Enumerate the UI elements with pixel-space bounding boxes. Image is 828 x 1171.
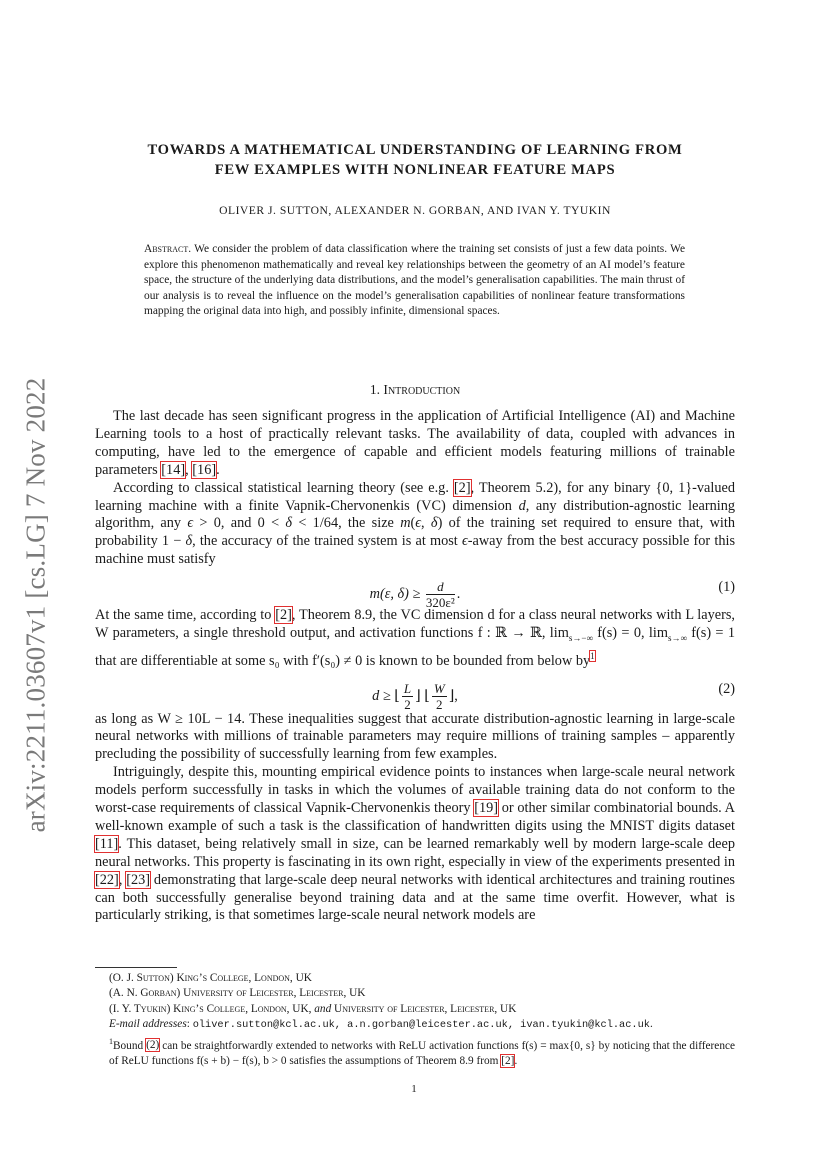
footnote-link[interactable]: 1 xyxy=(590,650,595,661)
citation-link[interactable]: [2] xyxy=(275,607,292,624)
paragraph-5: Intriguingly, despite this, mounting empirical evidence points to instances when large-scale neural network models perform successfully in tasks in which the volumes of available training data do not conform to the worst-case requirements of classical Vapnik-Chervonenkis theory [19] or other similar combinatorial bounds. A well-known example of such a task is the classification of handwritten digits using the MNIST digits dataset [11]. This dataset, being relatively small in size, can be learned remarkably well by modern large-scale deep neural networks. This property is fascinating in its own right, especially in view of the experiments presented in [22], [23] demonstrating that large-scale deep neural networks with identical architectures and training routines can both successfully generalise beyond training data and at the same time overfit. However, what is particularly striking, is that sometimes large-scale neural network models are xyxy=(95,764,735,924)
citation-link[interactable]: [2] xyxy=(501,1054,515,1067)
equation-1: m(ε, δ) ≥ $\frac{d}{\text{320ε²}}$ . (1) xyxy=(369,579,735,611)
footnote-rule xyxy=(95,967,177,968)
equation-number: (2) xyxy=(718,680,735,697)
page-number: 1 xyxy=(411,1083,417,1095)
email-addresses: E-mail addresses: oliver.sutton@kcl.ac.uk, a.n.gorban@leicester.ac.uk, ivan.tyukin@kcl.ac.uk. xyxy=(109,1018,653,1032)
arxiv-identifier: arXiv:2211.03607v1 [cs.LG] 7 Nov 2022 xyxy=(20,377,51,833)
paper-title xyxy=(95,140,735,180)
title-line-1: TOWARDS A MATHEMATICAL UNDERSTANDING OF LEARNING FROM xyxy=(147,142,683,158)
paragraph-1: The last decade has seen significant progress in the application of Artificial Intelligence (AI) and Machine Learning tools to a host of practically relevant tasks. The availability of data, coupled with advances in computing, have led to the emergence of capable and efficient models featuring millions of trainable parameters [14], [16]. xyxy=(95,408,735,478)
title-line-2: FEW EXAMPLES WITH NONLINEAR FEATURE MAPS xyxy=(214,162,616,178)
citation-link[interactable]: [19] xyxy=(474,800,499,817)
affiliation-2: (A. N. Gorban) University of Leicester, Leicester, UK xyxy=(109,987,366,1000)
main-text xyxy=(95,408,735,925)
affiliation-1: (O. J. Sutton) King’s College, London, UK xyxy=(109,972,312,984)
footnotes xyxy=(95,971,735,1069)
citation-link[interactable]: [11] xyxy=(95,835,119,852)
paragraph-4: as long as W ≥ 10L − 14. These inequalities suggest that accurate distribution-agnostic learning in large-scale neural networks with millions of trainable parameters may require millions of training samples – apparently precluding the possibility of successfully learning from few examples. xyxy=(95,710,735,763)
citation-link[interactable]: [23] xyxy=(126,871,151,888)
equation-2: d ≥ ⌊ $\frac{L}{2}$ ⌋ ⌊ $\frac{W}{2}$ ⌋, (2) xyxy=(372,680,735,712)
footnote-1: $^1$Bound (2) can be straightforwardly extended to networks with ReLU activation functions f(s) = max{0, s} by noticing that the difference of ReLU functions f(s + b) − f(s), b > 0 satisfies the assumptions of Theorem 8.9 from [2]. xyxy=(109,1036,735,1067)
affiliation-3: (I. Y. Tyukin) King’s College, London, UK, and University of Leicester, Leicester, UK xyxy=(109,1002,517,1015)
equation-number: (1) xyxy=(718,579,735,596)
paragraph-2: According to classical statistical learning theory (see e.g. [2], Theorem 5.2), for any binary {0, 1}-valued learning machine with a finite Vapnik-Chervonenkis (VC) dimension d, any distribution-agnostic learning algorithm, any ϵ > 0, and 0 < δ < 1/64, the size m(ϵ, δ) of the training set required to ensure that, with probability 1 − δ, the accuracy of the trained system is at most ϵ-away from the best accuracy possible for this machine must satisfy xyxy=(95,479,736,568)
citation-link[interactable]: [14] xyxy=(161,461,186,478)
abstract-text: We consider the problem of data classification where the training set consists of just a few data points. We explore this phenomenon mathematically and reveal key relationships between the geometry of an AI model’s feature space, the structure of the underlying data distributions, and the model’s generalisation capabilities. The main thrust of our analysis is to reveal the influence on the model’s generalisation capabilities of nonlinear feature transformations mapping the original data into high, and possibly infinite, dimensional spaces. xyxy=(144,243,685,318)
section-heading: 1. Introduction xyxy=(369,382,461,397)
citation-link[interactable]: [2] xyxy=(453,479,471,496)
abstract-label: Abstract. xyxy=(144,243,192,255)
abstract xyxy=(144,242,685,320)
citation-link[interactable]: [22] xyxy=(95,871,119,888)
author-list: OLIVER J. SUTTON, ALEXANDER N. GORBAN, AND IVAN Y. TYUKIN xyxy=(219,204,611,217)
arxiv-sidebar xyxy=(14,365,58,845)
paragraph-3: At the same time, according to [2], Theorem 8.9, the VC dimension d for a class neural networks with L layers, W parameters, a single threshold output, and activation functions f : ℝ → ℝ, $\lim_{s\to-\infty} f(s) = 0$, $\lim_{s\to\infty} f(s) = 1$ that are differentiable at some s₀ with f′(s₀) ≠ 0 is known to be bounded from below by$^1$ xyxy=(95,607,735,669)
equation-link[interactable]: (2) xyxy=(146,1039,160,1052)
citation-link[interactable]: [16] xyxy=(192,461,217,478)
